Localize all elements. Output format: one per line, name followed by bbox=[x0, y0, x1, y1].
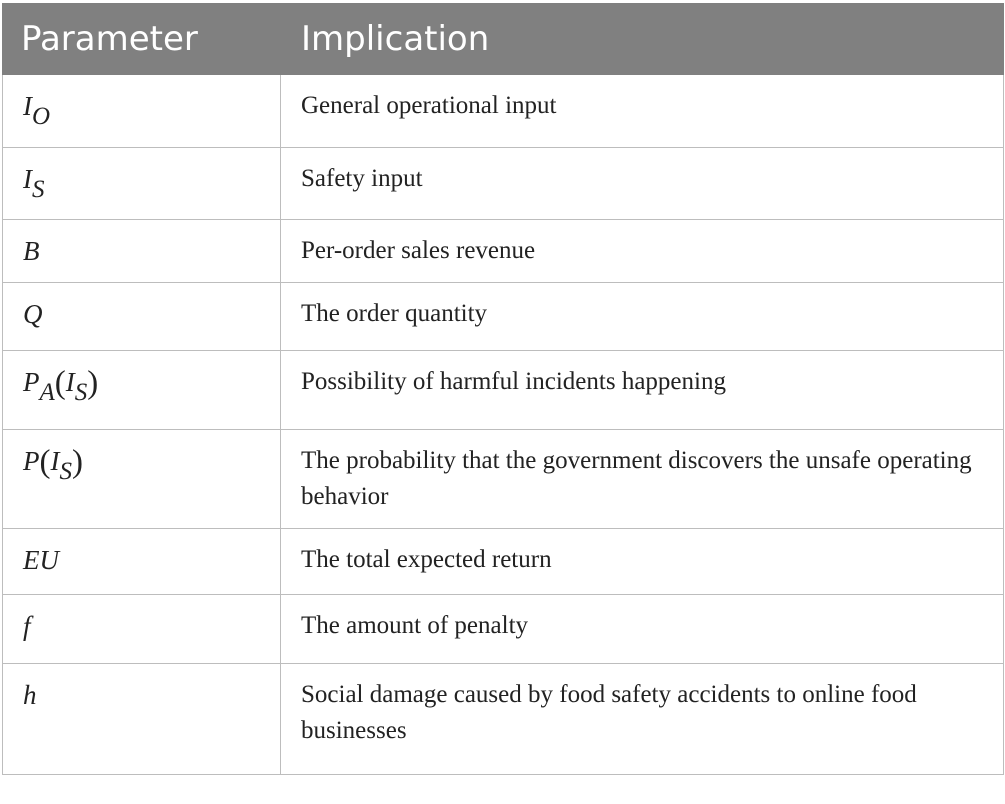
symbol-main: h bbox=[23, 680, 37, 710]
symbol-subscript: A bbox=[39, 379, 55, 406]
parameter-symbol bbox=[3, 351, 281, 430]
parameter-symbol bbox=[3, 430, 281, 529]
parameter-symbol bbox=[3, 220, 281, 283]
table-row bbox=[3, 351, 1004, 430]
parameter-symbol bbox=[3, 148, 281, 220]
symbol-main: P bbox=[23, 367, 40, 397]
parameter-symbol bbox=[3, 529, 281, 595]
symbol-subscript: S bbox=[32, 176, 45, 203]
table-row bbox=[3, 595, 1004, 664]
table-row bbox=[3, 529, 1004, 595]
table-row bbox=[3, 283, 1004, 351]
implication-text: Safety input bbox=[281, 148, 1004, 220]
paren-close: ) bbox=[87, 365, 99, 401]
argument-subscript: S bbox=[74, 379, 88, 406]
implication-text: The amount of penalty bbox=[281, 595, 1004, 664]
symbol-main: B bbox=[23, 236, 40, 266]
paren-open: ( bbox=[54, 365, 66, 401]
parameter-table bbox=[2, 3, 1004, 775]
parameter-symbol bbox=[3, 664, 281, 775]
implication-text: The probability that the government discovers the unsafe operating behavior bbox=[281, 430, 1004, 529]
symbol-main: Q bbox=[23, 299, 43, 329]
symbol-main: EU bbox=[23, 545, 59, 575]
symbol-main: I bbox=[23, 91, 32, 121]
table-row bbox=[3, 664, 1004, 775]
header-implication: Implication bbox=[281, 4, 1004, 75]
table-row bbox=[3, 75, 1004, 148]
table-row bbox=[3, 220, 1004, 283]
implication-text: Per-order sales revenue bbox=[281, 220, 1004, 283]
symbol-main: P bbox=[23, 446, 40, 476]
symbol-main: I bbox=[23, 164, 32, 194]
parameter-symbol bbox=[3, 75, 281, 148]
implication-text: Possibility of harmful incidents happening bbox=[281, 351, 1004, 430]
symbol-main: f bbox=[23, 611, 31, 641]
implication-text: Social damage caused by food safety accidents to online food businesses bbox=[281, 664, 1004, 775]
table-row bbox=[3, 148, 1004, 220]
parameter-symbol bbox=[3, 283, 281, 351]
parameter-symbol bbox=[3, 595, 281, 664]
implication-text: General operational input bbox=[281, 75, 1004, 148]
paren-open: ( bbox=[39, 444, 51, 480]
implication-text: The total expected return bbox=[281, 529, 1004, 595]
argument-subscript: S bbox=[59, 458, 72, 485]
implication-text: The order quantity bbox=[281, 283, 1004, 351]
argument-main: I bbox=[50, 446, 60, 476]
paren-close: ) bbox=[72, 444, 83, 480]
header-parameter: Parameter bbox=[3, 4, 281, 75]
argument-main: I bbox=[65, 367, 75, 397]
header-row bbox=[3, 4, 1004, 75]
symbol-subscript: O bbox=[32, 103, 51, 130]
table-row bbox=[3, 430, 1004, 529]
